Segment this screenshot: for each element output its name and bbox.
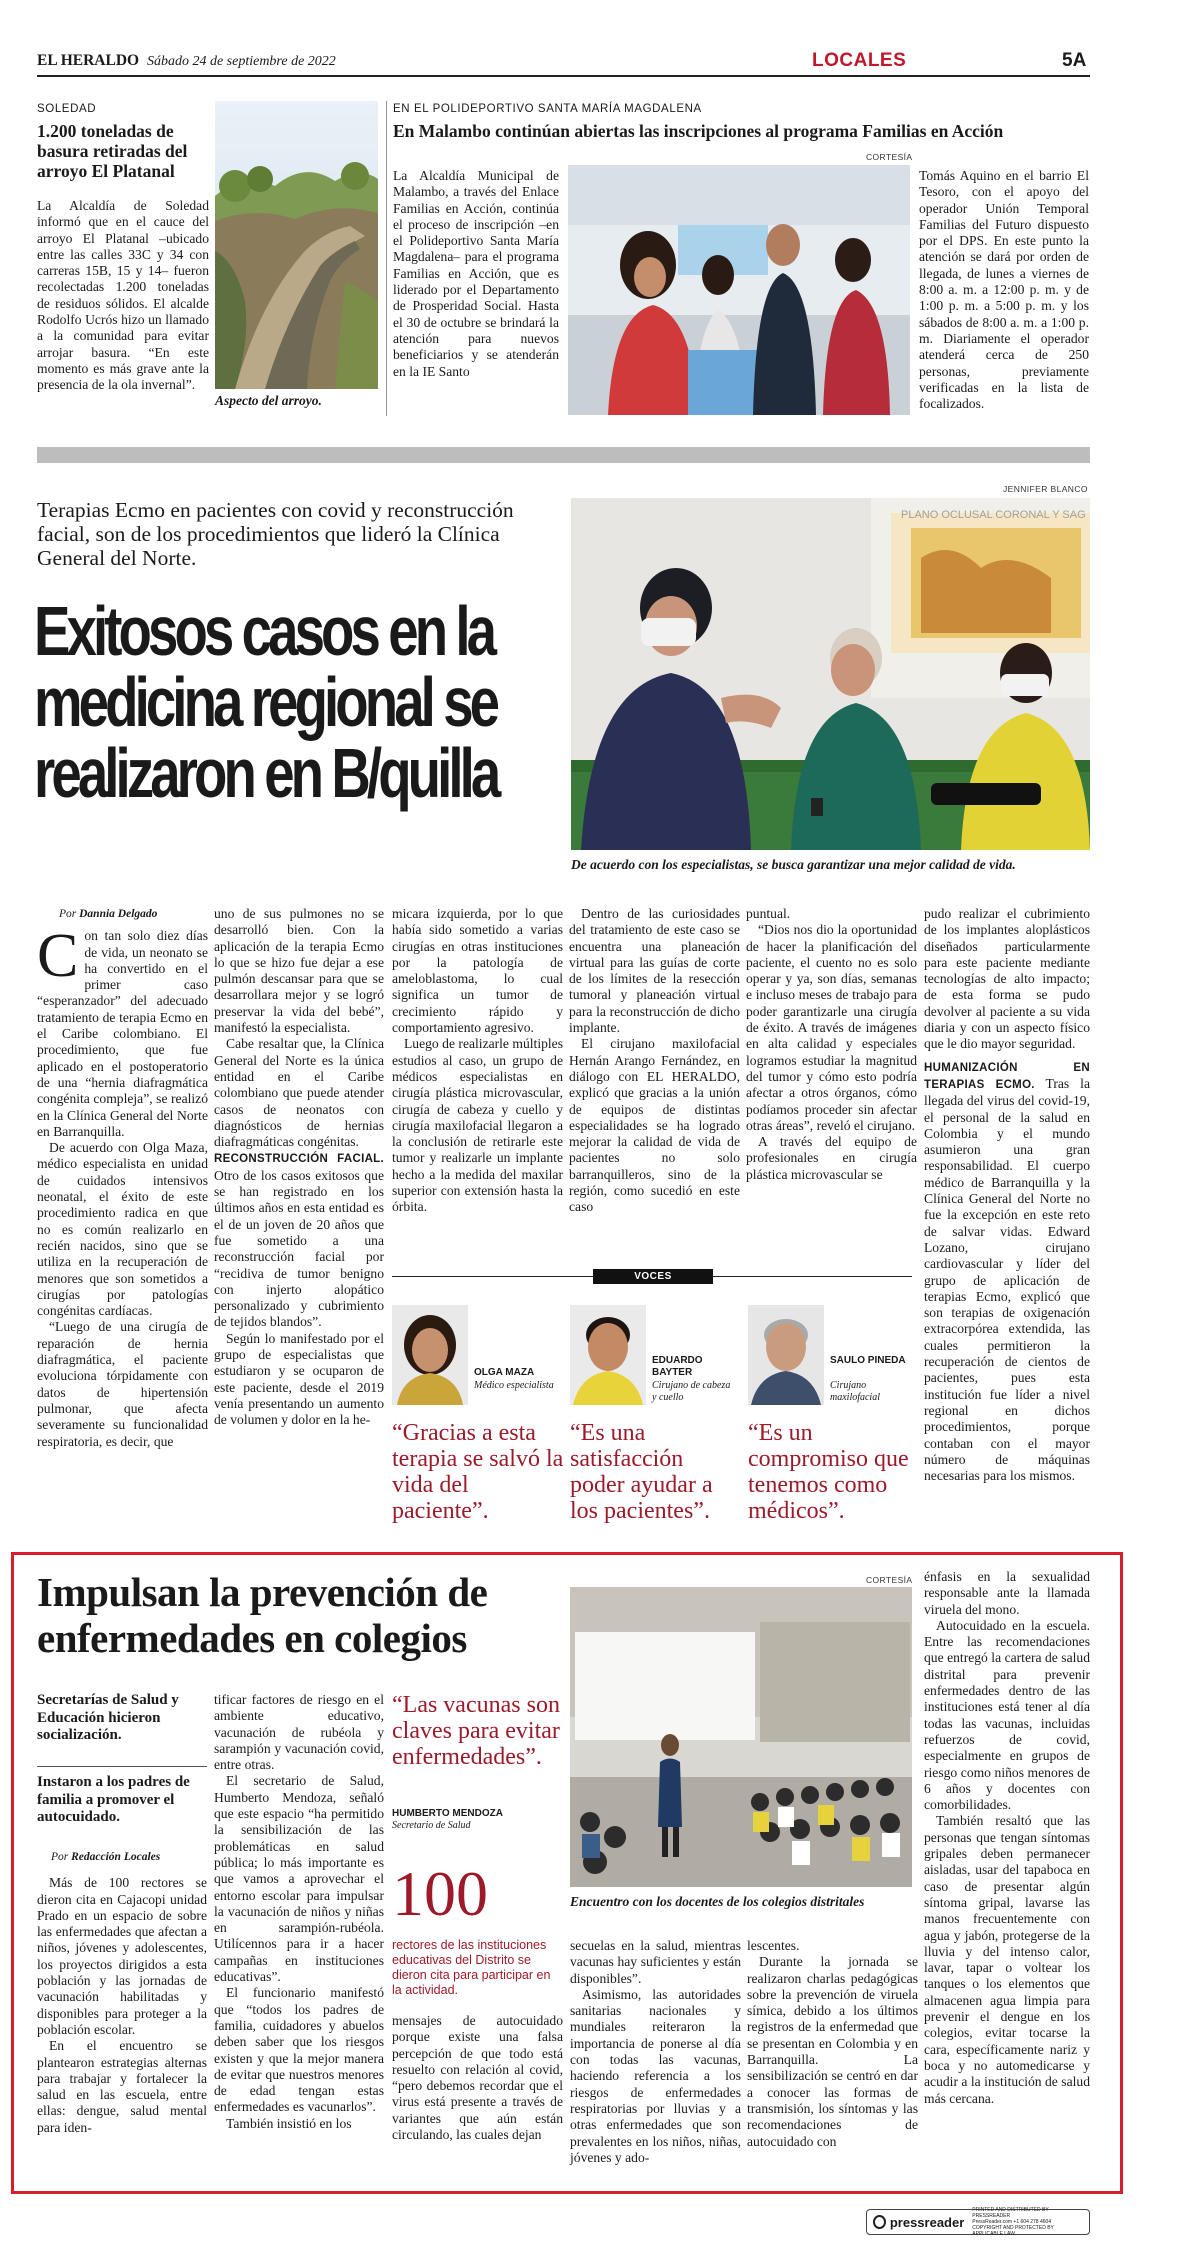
ecmo-photo xyxy=(571,498,1090,850)
ecmo-col-4: Dentro de las curiosidades del tratamiento de este caso se encuentra una planeación virtual para las guías de corte de los límites de la resección tumoral y planeación virtual para la reconstrucción de dicho implante. El cirujano maxilofacial Hernán Arango Fernández, en diálogo con EL HERALDO, explicó que gracias a la unión de equipos de distintas especialidades se ha logrado mejorar la calidad de vida de pacientes no solo barranquilleros, sino de la región, como sucedió en este caso xyxy=(569,906,740,1215)
voice-role-1: Cirujano de cabeza y cuello xyxy=(652,1380,731,1403)
ecmo-caption: De acuerdo con los especialistas, se busca garantizar una mejor calidad de vida. xyxy=(571,857,1016,872)
malambo-title: En Malambo continúan abiertas las inscripciones al programa Familias en Acción xyxy=(393,121,1004,141)
olga-portrait xyxy=(392,1305,468,1405)
colegios-col-1: Por Redacción Locales Más de 100 rectores se dieron cita en Cajacopi unidad Prado en un espacio de sobre las enfermedades que afectan a niños, jóvenes y adolescentes, los proyectos dirigidos a esta población y las jornadas de vacunación habilitadas y disponibles para proteger a la población escolar. En el encuentro se plantearon estrategias alternas para trabajar y fortalecer la salud en las escuela, entre ellas: dengue, salud mental para iden- xyxy=(37,1851,207,2135)
column-divider xyxy=(386,101,387,416)
soledad-photo xyxy=(215,101,378,389)
subhead-reconstruccion: RECONSTRUCCIÓN FACIAL. xyxy=(214,1153,384,1166)
pull-quote-role: Secretario de Salud xyxy=(392,1820,471,1831)
colegios-byline-prefix: Por xyxy=(51,1851,72,1863)
ecmo-deck: Terapias Ecmo en pacientes con covid y reconstrucción facial, son de los procedimientos que lideró la Clínica General del Norte. xyxy=(37,498,514,570)
colegios-col-6: énfasis en la sexualidad responsable ante la llamada viruela del mono. Autocuidado en la escuela. Entre las recomendaciones que entregó la cartera de salud distrital para prevenir enfermedades dentro de las instituciones está tener al día todas las vacunas, incluidas refuerzos de covid, especialmente en grupos de riesgo como niños menores de 6 años y docentes con comorbilidades. También resaltó que las personas que tengan síntomas gripales deben permanecer aisladas, usar del tapaboca en caso de presentar algún síntoma gripal, lavarse las manos frecuentemente con agua y jabón, protegerse de la lluvia y del intenso calor, lavar, tapar o voltear los tanques o los elementos que almacenen agua limpia para prevenir el dengue en los colegios, evitar tocarse la cara, específicamente nariz y boca y no automedicarse y acudir a la institución de salud más cercana. xyxy=(924,1569,1090,2106)
colegios-credit: CORTESÍA xyxy=(866,1575,913,1585)
paper-name: EL HERALDO xyxy=(37,52,140,69)
big-number: 100 xyxy=(392,1858,488,1929)
voice-name-1: EDUARDO BAYTER xyxy=(652,1355,703,1378)
soledad-body: La Alcaldía de Soledad informó que en el cauce del arroyo El Platanal –ubicado entre las calles 33C y 34 con carreras 15B, 15 y 14– fueron recolectadas 1.200 toneladas de residuos sólidos. El alcalde Rodolfo Ucrós hizo un llamado a la comunidad para evitar arrojar basura. “En este momento es más grave ante la presencia de la ola invernal”. xyxy=(37,198,209,393)
footer-line-1: PRINTED AND DISTRIBUTED BY PRESSREADER xyxy=(972,2207,1049,2219)
registration-photo-illustration xyxy=(568,165,910,415)
pressreader-badge[interactable] xyxy=(866,2209,1090,2235)
colegios-col-5: lescentes. Durante la jornada se realizaron charlas pedagógicas sobre la prevención de viruela símica, debido a los últimos registros de la enfermedad que se presentan en Colombia y en Barranquilla. La sensibilización se centró en dar a conocer las formas de transmisión, los síntomas y las recomendaciones de autocuidado con xyxy=(747,1938,918,2149)
big-number-text: rectores de las instituciones educativas del Distrito se dieron cita para participar en la actividad. xyxy=(392,1938,551,1997)
dropcap: C xyxy=(37,922,79,991)
colegios-caption: Encuentro con los docentes de los colegios distritales xyxy=(570,1894,865,1909)
ecmo-headline: Exitosos casos en la medicina regional se realizaron en B/quilla xyxy=(34,592,498,812)
summary-rule xyxy=(37,1766,207,1767)
voice-name-0: OLGA MAZA xyxy=(474,1367,535,1378)
ecmo-credit: JENNIFER BLANCO xyxy=(1003,484,1088,494)
ecmo-byline-name: Dannia Delgado xyxy=(79,908,158,920)
voice-olga xyxy=(392,1305,564,1524)
soledad-caption: Aspecto del arroyo. xyxy=(215,393,322,408)
pressreader-logo-icon xyxy=(873,2215,886,2229)
malambo-kicker: EN EL POLIDEPORTIVO SANTA MARÍA MAGDALENA xyxy=(393,103,702,115)
voice-role-0: Médico especialista xyxy=(474,1380,554,1391)
colegios-headline: Impulsan la prevención de enfermedades en colegios xyxy=(37,1569,488,1661)
section-separator xyxy=(37,447,1090,463)
ecmo-byline-prefix: Por xyxy=(59,908,80,920)
pull-quote-name: HUMBERTO MENDOZA xyxy=(392,1808,503,1819)
colegios-photo xyxy=(570,1587,912,1887)
malambo-credit: CORTESÍA xyxy=(866,152,913,162)
ecmo-col-6: pudo realizar el cubrimiento de los implantes aloplásticos diseñados particularmente para este paciente mediante tecnologías de alto impacto; de esta forma se pudo devolver al paciente a su vida diaria y con un aspecto físico que le dio mayor seguridad. HUMANIZACIÓN EN TERAPIAS ECMO. Tras la llegada del virus del covid-19, el personal de la salud en Colombia y el mundo asumieron una gran responsabilidad. El cuerpo médico de Barranquilla y la Clínica General del Norte no fue la excepción en este reto de salvar vidas. Edward Lozano, cirujano cardiovascular y líder del grupo de aplicación de terapias Ecmo, explicó que son terapias de oxigenación extracorpórea extendida, las cuales permitieron la recuperación de cientos de pacientes, pues esta institución fue líder a nivel regional en dichos procedimientos, porque contaban con el mayor número de máquinas necesarias para los mismos. xyxy=(924,906,1090,1484)
voice-quote-0: “Gracias a esta terapia se salvó la vida del paciente”. xyxy=(392,1420,564,1524)
ecmo-col-3: micara izquierda, por lo que había sido sometido a varias cirugías en otras instituciones por la patología de ameloblastoma, lo cual significa un tumor de crecimiento rápido y comportamiento agresivo. Luego de realizarle múltiples estudios al caso, un grupo de médicos especialistas en cirugía plástica microvascular, cirugía de cabeza y cuello y cirugía maxilofacial llegaron a la conclusión de retirarle este tumor y realizarle un implante hecho a la medida del maxilar superior con extensión hasta la órbita. xyxy=(392,906,563,1215)
colegios-col-4: secuelas en la salud, mientras vacunas hay suficientes y están disponibles”. Asimismo, las autoridades sanitarias nacionales y mundiales reiteraron la importancia de ponerse al día con todas las vacunas, haciendo referencia a los riesgos de enfermedades respiratorias por lluvias y a otras enfermedades que son prevalentes en los niños, niñas, jóvenes y ado- xyxy=(570,1938,741,2165)
ecmo-col-2: uno de sus pulmones no se desarrolló bien. Con la aplicación de la terapia Ecmo lo que se hizo fue dejar a ese pulmón descansar para que se desarrollara mejor y se logró preservar la vida del bebé”, manifestó la especialista. Cabe resaltar que, la Clínica General del Norte es la única entidad en el Caribe colombiano que puede atender casos de neonatos con diagnósticos de hernias diafragmáticas congénitas. RECONSTRUCCIÓN FACIAL. Otro de los casos exitosos que se han registrado en los últimos años en esta entidad es el de un joven de 20 años que fue sometido a una reconstrucción facial por “recidiva de tumor benigno con injerto alopático personalizado y cubrimiento de tejidos blandos”. Según lo manifestado por el grupo de especialistas que estudiaron y se ocuparon de este paciente, desde el 2019 venía presentando un aumento de volumen y dolor en la he- xyxy=(214,906,384,1428)
malambo-body-left: La Alcaldía Municipal de Malambo, a través del Enlace Familias en Acción, continúa el proceso de inscripción –en el Polideportivo Santa María Magdalena– para el programa Familias en Acción, que es liderado por el Departamento de Prosperidad Social. Hasta el 30 de octubre se brindará la atención para nuevos beneficiarios y se atenderán en la IE Santo xyxy=(393,168,559,379)
soledad-title: 1.200 toneladas de basura retiradas del arroyo El Platanal xyxy=(37,121,188,181)
ecmo-col-5: puntual. “Dios nos dio la oportunidad de hacer la planificación del paciente, el cuento no es solo operar y ya, son días, semanas e incluso meses de trabajo para poder garantizarle una cirugía de éxito. A través de imágenes en alta calidad y especiales logramos estudiar la magnitud del tumor y cómo esto podría afectar a otros órganos, cómo podíamos proceder sin afectar otras áreas”, reveló el cirujano. A través del equipo de profesionales en cirugía plástica microvascular se xyxy=(746,906,917,1182)
voice-role-2: Cirujano maxilofacial xyxy=(830,1380,880,1403)
screen-text: PLANO OCLUSAL CORONAL Y SAG xyxy=(901,509,1086,521)
footer-line-3: COPYRIGHT AND PROTECTED BY APPLICABLE LAW xyxy=(972,2225,1054,2237)
malambo-photo xyxy=(568,165,910,415)
voces-label: VOCES xyxy=(593,1269,713,1284)
eduardo-portrait xyxy=(570,1305,646,1405)
colegios-byline-name: Redacción Locales xyxy=(71,1851,161,1863)
page-number: 5A xyxy=(1062,50,1087,71)
colegios-col-2: tificar factores de riesgo en el ambiente educativo, vacunación de rubéola y sarampión y vacunación covid, entre otras. El secretario de Salud, Humberto Mendoza, señaló que este espacio “ha permitido la sensibilización de las problemáticas en salud pública; lo más importante es que vamos a aprovechar el entorno escolar para impulsar la vacunación de niños y niñas en sarampión-rubéola. Utilícennos para ir a hacer campañas en instituciones educativas”. El funcionario manifestó que “todos los padres de familia, cuidadores y abuelos deben saber que los riesgos existen y que la mejor manera de evitar que nuestros menores de edad tengan estas enfermedades es vacunarlos”. También insistió en los xyxy=(214,1692,384,2131)
stream-photo-illustration xyxy=(215,101,378,389)
colegios-pull-quote: “Las vacunas son claves para evitar enfermedades”. xyxy=(392,1692,560,1770)
pressreader-brand: pressreader xyxy=(889,2214,965,2230)
voice-eduardo xyxy=(570,1305,740,1524)
masthead xyxy=(37,52,336,70)
colegios-summary-2: Instaron a los padres de familia a promover el autocuidado. xyxy=(37,1774,190,1825)
malambo-body-right: Tomás Aquino en el barrio El Tesoro, con el apoyo del operador Unión Temporal Familias del Futuro dispuesto por el DPS. En este punto la atención se dará por orden de llegada, de lunes a viernes de 8:00 a. m. a 12:00 p. m. y de 1:00 p. m. a 5:00 p. m. y los sábados de 8:00 a. m. a 1:00 p. m. Diariamente el operador atenderá cerca de 250 personas, previamente verificadas en la lista de focalizados. xyxy=(919,168,1089,412)
soledad-kicker: SOLEDAD xyxy=(37,103,97,115)
colegios-summary-1: Secretarías de Salud y Educación hicieron socialización. xyxy=(37,1692,179,1743)
meeting-photo-illustration xyxy=(570,1587,912,1887)
section-label: LOCALES xyxy=(812,50,907,71)
subhead-humanizacion: HUMANIZACIÓN EN TERAPIAS ECMO. xyxy=(924,1061,1090,1091)
voice-quote-1: “Es una satisfacción poder ayudar a los pacientes”. xyxy=(570,1420,713,1524)
saulo-portrait xyxy=(748,1305,824,1405)
doctors-photo-illustration xyxy=(571,498,1090,850)
ecmo-col-1: Por Dannia Delgado Con tan solo diez días de vida, un neonato se ha convertido en el primer caso “esperanzador” del adecuado tratamiento de terapia Ecmo en el Caribe colombiano. El procedimiento, que fue aplicado en el postoperatorio de una “hernia diafragmática congénita compleja”, se realizó en la Clínica General del Norte en Barranquilla. De acuerdo con Olga Maza, médico especialista en unidad de cuidados intensivos neonatal, el éxito de este procedimiento radica en que no es común realizarlo en recién nacidos, sino que se utiliza en la recuperación de menores que son sometidos a cirugías por patologías congénitas cardíacas. “Luego de una cirugía de reparación de hernia diafragmática, el paciente evoluciona tórpidamente con datos de hipertensión pulmonar, que afecta severamente su funcionalidad respiratoria, es decir, que xyxy=(37,908,208,1449)
issue-date: Sábado 24 de septiembre de 2022 xyxy=(146,54,336,69)
voice-saulo xyxy=(748,1305,918,1524)
voice-quote-2: “Es un compromiso que tenemos como médicos”. xyxy=(748,1420,909,1524)
footer-line-2: PressReader.com +1 604 278 4604 xyxy=(972,2219,1052,2225)
header-rule xyxy=(37,75,1090,77)
voice-name-2: SAULO PINEDA xyxy=(830,1355,906,1366)
colegios-col-3: mensajes de autocuidado porque existe una falsa percepción de que todo está resuelto con relación al covid, “pero debemos recordar que el virus está presente a través de variantes que aún están circulando, las cuales dejan xyxy=(392,2013,563,2143)
